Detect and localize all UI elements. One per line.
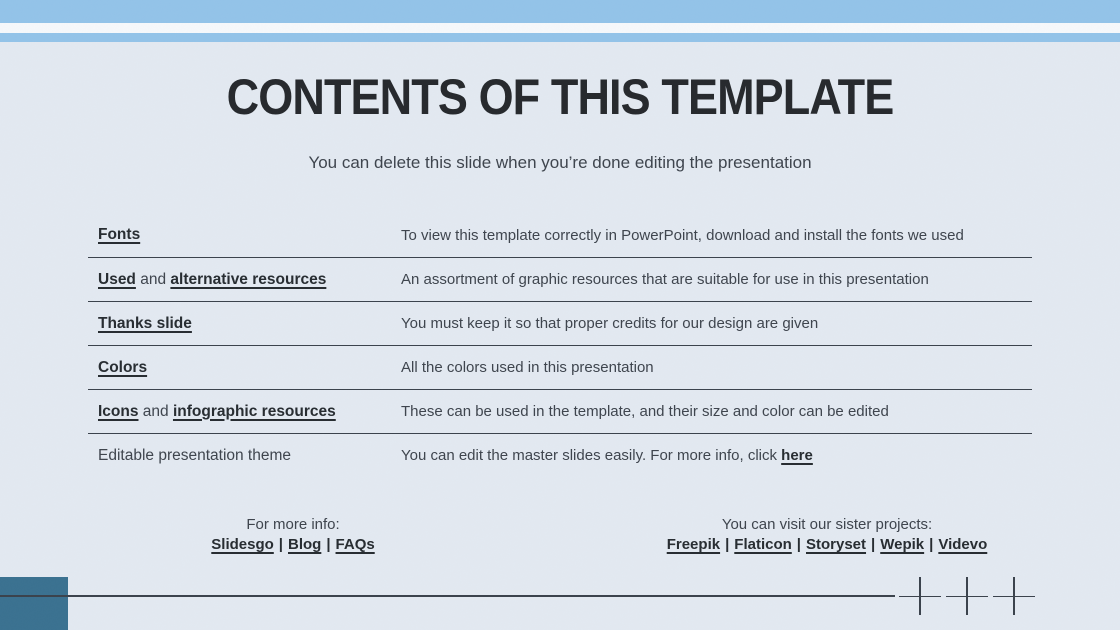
link-infographic-resources[interactable]: infographic resources	[172, 402, 336, 420]
footer-sister-projects-label: You can visit our sister projects:	[721, 516, 933, 533]
row-label	[88, 403, 401, 421]
table-row-icons	[88, 389, 1032, 433]
link-here[interactable]: here	[781, 447, 813, 464]
link-separator: |	[929, 536, 934, 553]
row-description: You must keep it so that proper credits for our design are given	[401, 315, 819, 332]
plus-mark-icon	[946, 577, 988, 615]
row-description: To view this template correctly in PowerPoint, download and install the fonts we used	[401, 226, 964, 244]
row-label	[88, 359, 401, 377]
row-label	[88, 271, 401, 289]
link-flaticon[interactable]: Flaticon	[734, 536, 792, 553]
label-editable-theme: Editable presentation theme	[98, 446, 292, 464]
plus-marks	[899, 577, 1035, 615]
top-stripe-blue	[0, 0, 1120, 23]
row-description: All the colors used in this presentation	[401, 359, 654, 376]
row-description	[401, 447, 1032, 464]
bottom-rule-line	[0, 595, 895, 597]
description-text: You can edit the master slides easily. For more info, click	[401, 447, 782, 464]
link-icons[interactable]: Icons	[98, 402, 139, 420]
plus-mark-icon	[993, 577, 1035, 615]
slide-title: CONTENTS OF THIS TEMPLATE	[226, 69, 894, 125]
link-blog[interactable]: Blog	[288, 536, 322, 553]
link-used[interactable]: Used	[98, 270, 136, 288]
link-separator: |	[326, 536, 331, 553]
link-fonts[interactable]: Fonts	[98, 226, 141, 243]
link-storyset[interactable]: Storyset	[806, 536, 867, 553]
label-connector: and	[138, 402, 173, 420]
link-thanks-slide[interactable]: Thanks slide	[98, 314, 192, 332]
link-faqs[interactable]: FAQs	[335, 536, 375, 553]
corner-accent-rect	[0, 577, 68, 630]
footer-more-info-links	[150, 535, 436, 555]
table-row-colors	[88, 345, 1032, 389]
footer-sister-projects-links	[640, 535, 1014, 555]
label-connector: and	[135, 270, 171, 288]
top-stripe-white	[0, 23, 1120, 33]
footer-more-info	[150, 515, 436, 555]
table-row-editable-theme	[88, 433, 1032, 477]
table-row-thanks-slide	[88, 301, 1032, 345]
row-label	[88, 226, 401, 244]
row-description: These can be used in the template, and their size and color can be edited	[401, 403, 889, 420]
contents-table	[88, 213, 1032, 477]
link-videvo[interactable]: Videvo	[938, 536, 988, 553]
plus-mark-icon	[899, 577, 941, 615]
row-description: An assortment of graphic resources that are suitable for use in this presentation	[401, 271, 929, 288]
link-wepik[interactable]: Wepik	[880, 536, 925, 553]
link-colors[interactable]: Colors	[98, 358, 148, 376]
link-slidesgo[interactable]: Slidesgo	[211, 536, 274, 553]
footer-more-info-label: For more info:	[246, 516, 340, 533]
link-separator: |	[725, 536, 730, 553]
table-row-resources	[88, 257, 1032, 301]
link-alternative-resources[interactable]: alternative resources	[170, 270, 327, 288]
slide-subtitle: You can delete this slide when you’re done editing the presentation	[308, 153, 812, 172]
link-separator: |	[871, 536, 876, 553]
row-label	[88, 447, 401, 465]
footer-sister-projects	[640, 515, 1014, 555]
row-label	[88, 315, 401, 333]
link-freepik[interactable]: Freepik	[666, 536, 721, 553]
table-row-fonts	[88, 213, 1032, 257]
top-stripe-blue-thin	[0, 33, 1120, 42]
link-separator: |	[278, 536, 283, 553]
link-separator: |	[796, 536, 801, 553]
